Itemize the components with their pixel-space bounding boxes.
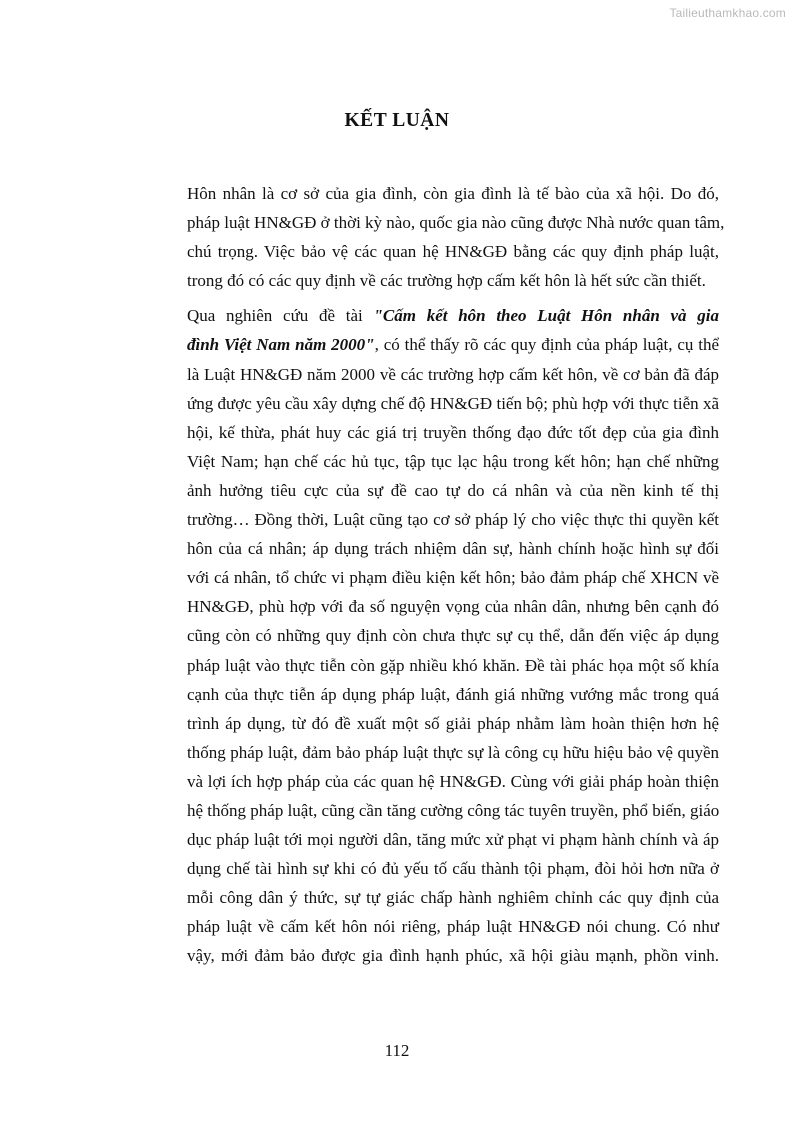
thesis-title: "Cấm kết hôn theo Luật Hôn nhân và gia bbox=[373, 306, 719, 326]
text-line: pháp luật HN&GĐ ở thời kỳ nào, quốc gia nào cũng được Nhà nước quan tâm, bbox=[187, 213, 725, 233]
text-line: ảnh hưởng tiêu cực của sự đề cao tự do cá nhân và của nền kinh tế thị bbox=[187, 480, 719, 500]
text-line: hội, kế thừa, phát huy các giá trị truyền thống đạo đức tốt đẹp của gia đình bbox=[187, 422, 719, 442]
paragraph-2-lead: Qua nghiên cứu đề tài bbox=[187, 306, 363, 326]
text-line: pháp luật về cấm kết hôn nói riêng, pháp luật HN&GĐ nói chung. Có như bbox=[187, 917, 719, 937]
page-heading: KẾT LUẬN bbox=[344, 110, 450, 131]
text-line: hệ thống pháp luật, cũng cần tăng cường công tác tuyên truyền, phổ biến, giáo bbox=[187, 800, 720, 820]
text-line bbox=[133, 301, 719, 330]
text-line: mỗi công dân ý thức, sự tự giác chấp hành nghiêm chỉnh các quy định của bbox=[187, 888, 719, 908]
text-line: với cá nhân, tổ chức vi phạm điều kiện kết hôn; bảo đảm pháp chế XHCN về bbox=[187, 568, 719, 588]
document-body bbox=[133, 179, 725, 971]
text-line: là Luật HN&GĐ năm 2000 về các trường hợp cấm kết hôn, về cơ bản đã đáp bbox=[187, 364, 719, 384]
paragraph-1 bbox=[133, 179, 725, 295]
text-line: trong đó có các quy định về các trường hợp cấm kết hôn là hết sức cần thiết. bbox=[187, 271, 706, 291]
paragraph-2 bbox=[133, 301, 719, 970]
page-number: 112 bbox=[384, 1041, 410, 1060]
text-line: chú trọng. Việc bảo vệ các quan hệ HN&GĐ bằng các quy định pháp luật, bbox=[187, 242, 719, 262]
text-line: Hôn nhân là cơ sở của gia đình, còn gia đình là tế bào của xã hội. Do đó, bbox=[187, 184, 719, 203]
watermark: Tailieuthamkhao.com bbox=[669, 6, 786, 20]
thesis-title-continued: đình Việt Nam năm 2000" bbox=[187, 335, 375, 355]
text-line: hôn của cá nhân; áp dụng trách nhiệm dân sự, hành chính hoặc hình sự đối bbox=[187, 539, 719, 559]
text-line: pháp luật vào thực tiễn còn gặp nhiều khó khăn. Đề tài phác họa một số khía bbox=[187, 655, 719, 675]
text-line: dụng chế tài hình sự khi có đủ yếu tố cấu thành tội phạm, đòi hỏi hơn nữa ở bbox=[187, 859, 719, 879]
text-line: thống pháp luật, đảm bảo pháp luật thực sự là công cụ hữu hiệu bảo vệ quyền bbox=[187, 742, 719, 762]
text-line: cũng còn có những quy định còn chưa thực sự cụ thể, dẫn đến việc áp dụng bbox=[187, 626, 719, 646]
text-line: Việt Nam; hạn chế các hủ tục, tập tục lạc hậu trong kết hôn; hạn chế những bbox=[187, 451, 719, 471]
text-line: trình áp dụng, từ đó đề xuất một số giải pháp nhằm làm hoàn thiện hơn hệ bbox=[187, 713, 719, 733]
text-line: cạnh của thực tiễn áp dụng pháp luật, đánh giá những vướng mắc trong quá bbox=[187, 684, 719, 704]
text-line: và lợi ích hợp pháp của các quan hệ HN&GĐ. Cùng với giải pháp hoàn thiện bbox=[187, 771, 719, 791]
text-line: ứng được yêu cầu xây dựng chế độ HN&GĐ tiến bộ; phù hợp với thực tiễn xã bbox=[187, 393, 719, 413]
text-line: trường… Đồng thời, Luật cũng tạo cơ sở pháp lý cho việc thực thi quyền kết bbox=[187, 510, 719, 530]
text-line: vậy, mới đảm bảo được gia đình hạnh phúc, xã hội giàu mạnh, phồn vinh. bbox=[187, 946, 719, 966]
text-line: HN&GĐ, phù hợp với đa số nguyện vọng của nhân dân, nhưng bên cạnh đó bbox=[187, 597, 719, 617]
paragraph-2-after-title: , có thể thấy rõ các quy định của pháp luật, cụ thể bbox=[374, 335, 719, 355]
text-line: dục pháp luật tới mọi người dân, tăng mức xử phạt vi phạm hành chính và áp bbox=[187, 830, 719, 850]
text-line bbox=[133, 330, 719, 359]
